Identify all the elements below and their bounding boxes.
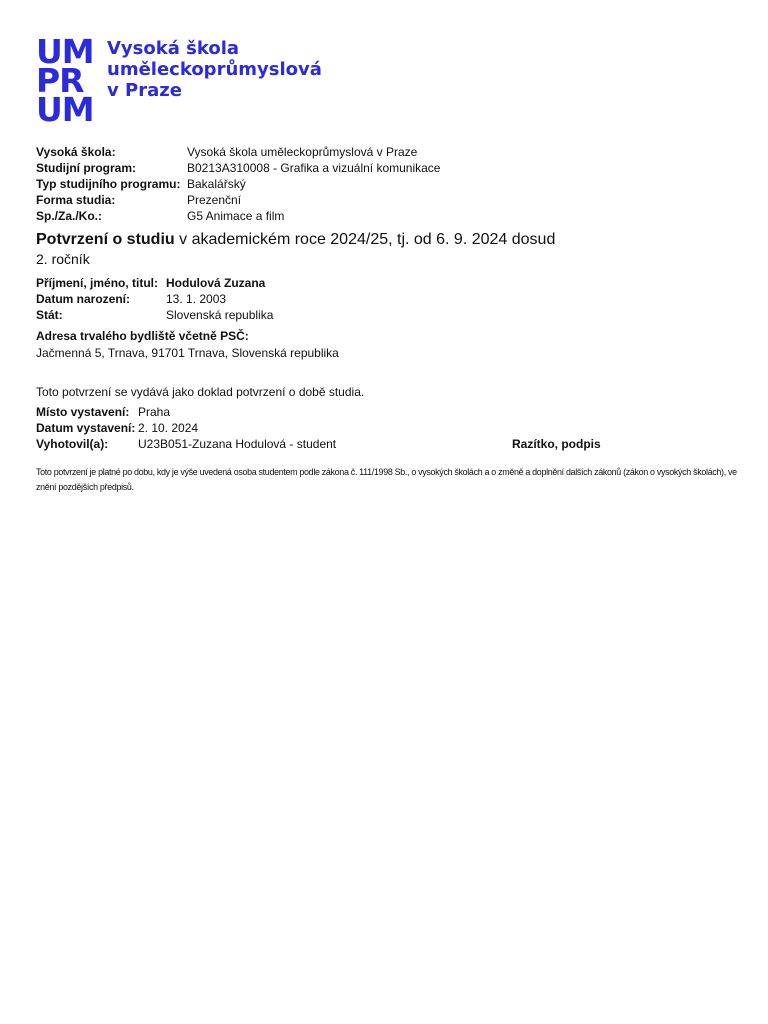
stamp-signature-label: Razítko, podpis [512, 437, 601, 451]
person-label: Datum narození: [36, 292, 131, 306]
issue-row [36, 404, 656, 420]
issue-label: Vyhotovil(a): [36, 437, 109, 451]
page-title [36, 230, 555, 250]
title-strong: Potvrzení o studiu [36, 231, 175, 248]
logo-name-line: Vysoká škola [107, 38, 240, 59]
issue-value: U23B051-Zuzana Hodulová - student [138, 437, 337, 451]
person-value: Slovenská republika [166, 308, 274, 322]
legal-note: Toto potvrzení je platné po dobu, kdy je výše uvedená osoba studentem podle zákona č. 111/1998 Sb., o vysokých školách a o změně a doplnění dalších zákonů (zákon o vysokých školách), ve znění pozdějších předpisů. [36, 467, 737, 493]
issue-value: Praha [138, 405, 171, 419]
issue-label: Místo vystavení: [36, 405, 130, 419]
info-label: Vysoká škola: [36, 145, 116, 159]
info-label: Studijní program: [36, 161, 136, 175]
issue-row [36, 420, 656, 436]
logo-mark-line: UM [36, 90, 94, 129]
logo-mark-line: PR [36, 61, 84, 100]
logo-name-line: v Praze [107, 80, 182, 101]
logo-mark-line: UM [36, 32, 94, 71]
address-value: Jačmenná 5, Trnava, 91701 Trnava, Slovenská republika [36, 346, 339, 360]
issue-value: 2. 10. 2024 [138, 421, 199, 435]
info-label: Forma studia: [36, 193, 116, 207]
info-value: Bakalářský [187, 177, 246, 191]
person-label: Příjmení, jméno, titul: [36, 276, 159, 290]
logo-mark [36, 32, 100, 129]
person-name: Hodulová Zuzana [166, 276, 266, 290]
info-value: Prezenční [187, 193, 242, 207]
info-value: Vysoká škola uměleckoprůmyslová v Praze [187, 145, 418, 159]
purpose-statement: Toto potvrzení se vydává jako doklad potvrzení o době studia. [36, 385, 365, 399]
info-value: B0213A310008 - Grafika a vizuální komunikace [187, 161, 441, 175]
university-logo [36, 32, 336, 129]
issue-label: Datum vystavení: [36, 421, 136, 435]
info-label: Sp./Za./Ko.: [36, 209, 102, 223]
title-academic-year: v akademickém roce 2024/25, tj. od 6. 9. 2024 dosud [174, 231, 556, 248]
logo-name [107, 38, 322, 101]
info-value: G5 Animace a film [187, 209, 285, 223]
person-value: 13. 1. 2003 [166, 292, 227, 306]
person-label: Stát: [36, 308, 63, 322]
logo-name-line: uměleckoprůmyslová [107, 59, 322, 80]
info-label: Typ studijního programu: [36, 177, 181, 191]
address-label: Adresa trvalého bydliště včetně PSČ: [36, 329, 249, 343]
study-year: 2. ročník [36, 251, 90, 267]
